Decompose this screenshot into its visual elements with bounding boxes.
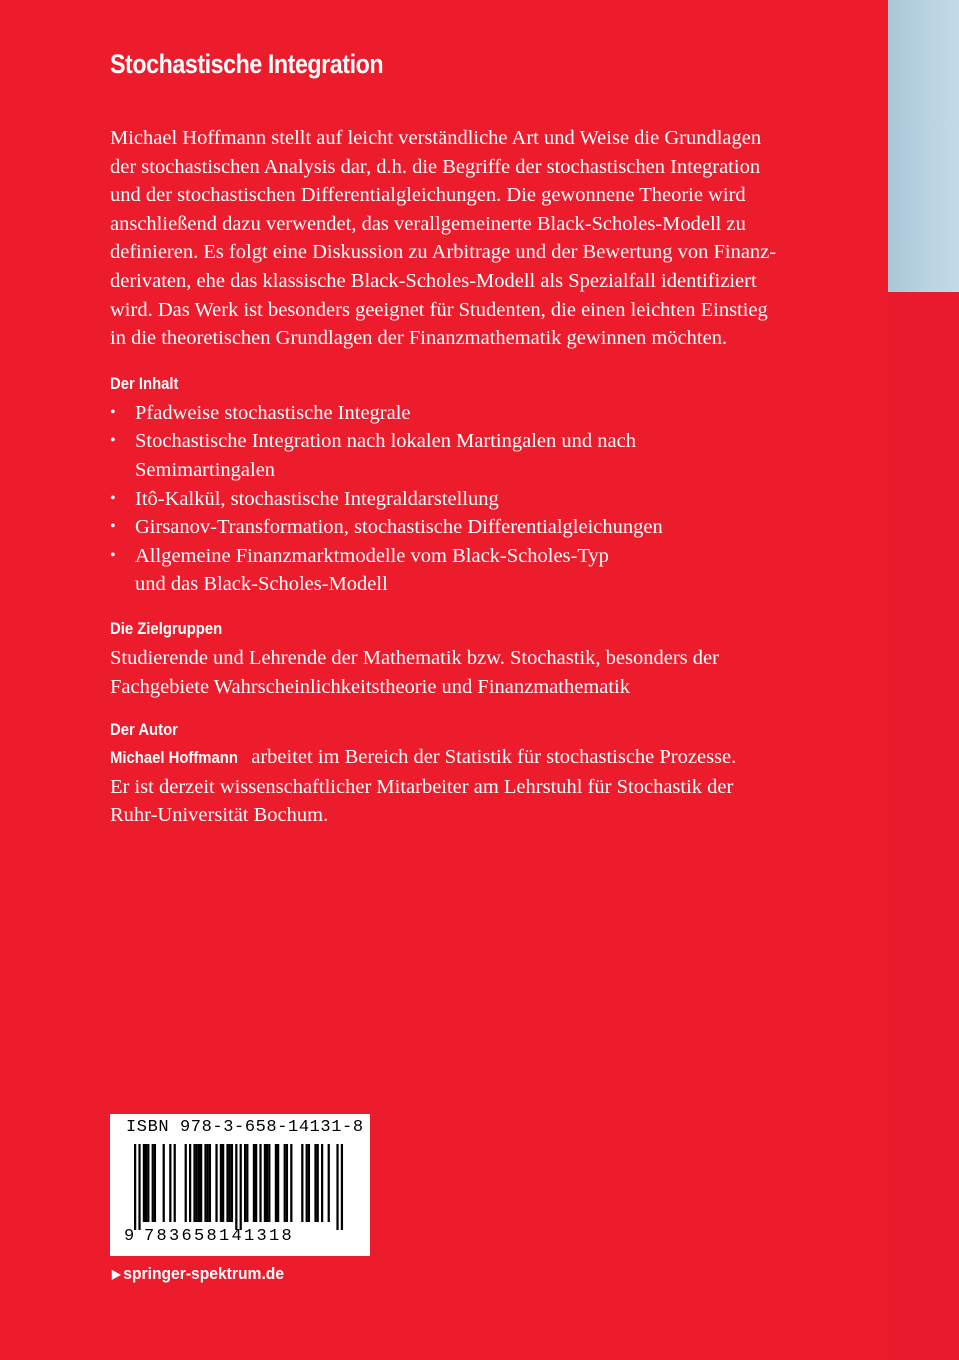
barcode (124, 1144, 352, 1230)
barcode-bar (268, 1144, 270, 1222)
barcode-bar (169, 1144, 171, 1222)
barcode-bar (215, 1144, 217, 1222)
target-groups-line: Studierende und Lehrende der Mathematik bzw. Stochastik, besonders der (110, 646, 719, 669)
barcode-bar (193, 1144, 195, 1222)
bullet-icon: • (110, 403, 116, 421)
barcode-bar (266, 1144, 268, 1222)
isbn-barcode-box (110, 1114, 370, 1256)
contents-item-text: Stochastische Integration nach lokalen Martingalen und nach (135, 430, 636, 453)
contents-item-text: Girsanov-Transformation, stochastische Differentialgleichungen (135, 516, 663, 539)
barcode-bar (244, 1144, 246, 1222)
author-bio-line: Ruhr-Universität Bochum. (110, 804, 329, 827)
publisher-link[interactable] (112, 1264, 284, 1284)
isbn-number: ISBN 978-3-658-14131-8 (126, 1118, 364, 1137)
description-line: definieren. Es folgt eine Diskussion zu Arbitrage und der Bewertung von Finanz- (110, 241, 777, 264)
author-bio-line: Er ist derzeit wissenschaftlicher Mitarbeiter am Lehrstuhl für Stochastik der (110, 775, 734, 798)
author-bio-first-line: arbeitet im Bereich der Statistik für stochastische Prozesse. (246, 746, 737, 769)
contents-item-text: Allgemeine Finanzmarktmodelle vom Black-Scholes-Typ (135, 544, 609, 567)
barcode-bar (207, 1144, 209, 1222)
barcode-bar (314, 1144, 316, 1222)
barcode-bar (189, 1144, 191, 1222)
barcode-bar (174, 1144, 176, 1222)
contents-item-text: Pfadweise stochastische Integrale (135, 401, 411, 424)
barcode-bar (240, 1144, 242, 1230)
barcode-bar (308, 1144, 310, 1222)
contents-item (110, 427, 832, 484)
barcode-bar (301, 1144, 303, 1222)
contents-heading: Der Inhalt (110, 374, 179, 393)
spine-color-strip (888, 0, 959, 292)
barcode-bar (220, 1144, 222, 1222)
author-heading: Der Autor (110, 721, 178, 740)
barcode-bar (277, 1144, 279, 1222)
contents-item (110, 399, 832, 428)
description-line: Michael Hoffmann stellt auf leicht verständliche Art und Weise die Grundlagen (110, 127, 762, 149)
barcode-bar (154, 1144, 156, 1222)
publisher-url: springer-spektrum.de (123, 1264, 285, 1283)
barcode-bar (284, 1144, 286, 1222)
barcode-bar (317, 1144, 319, 1222)
contents-item-text: Itô-Kalkül, stochastische Integraldarstellung (135, 487, 499, 510)
barcode-bar (209, 1144, 211, 1222)
barcode-bar (222, 1144, 224, 1222)
author-name: Michael Hoffmann (110, 749, 238, 768)
barcode-bar (145, 1144, 147, 1222)
description-line: wird. Das Werk ist besonders geeignet für Studenten, die einen leichten Einstieg (110, 298, 768, 321)
bullet-icon: • (110, 489, 116, 507)
barcode-bar (253, 1144, 255, 1222)
barcode-first-digit: 9 (124, 1227, 135, 1246)
bullet-icon: • (110, 518, 116, 536)
barcode-bar (264, 1144, 266, 1222)
description-line: derivaten, ehe das klassische Black-Scholes-Modell als Spezialfall identifiziert (110, 269, 757, 292)
contents-item (110, 513, 832, 542)
spine-edge (888, 292, 959, 1360)
barcode-bar (138, 1144, 140, 1230)
barcode-bar (200, 1144, 202, 1222)
barcode-bar (286, 1144, 288, 1222)
barcode-bar (290, 1144, 292, 1222)
barcode-bar (275, 1144, 277, 1222)
book-title: Stochastische Integration (110, 49, 384, 79)
description-line: und der stochastischen Differentialgleichungen. Die gewonnene Theorie wird (110, 184, 746, 207)
barcode-bar (235, 1144, 237, 1230)
contents-item-text: Semimartingalen (135, 458, 276, 481)
cover-content (110, 44, 832, 830)
barcode-bar (231, 1144, 233, 1222)
description-line: anschließend dazu verwendet, das verallgemeinerte Black-Scholes-Modell zu (110, 212, 746, 235)
contents-list (110, 399, 832, 599)
barcode-bar (143, 1144, 145, 1222)
barcode-bar (255, 1144, 257, 1222)
bullet-icon: • (110, 546, 116, 564)
barcode-digit-string: 783658141318 (144, 1227, 295, 1246)
barcode-bar (341, 1144, 343, 1230)
barcode-bar (198, 1144, 200, 1222)
target-groups-text (110, 644, 832, 701)
barcode-bar (163, 1144, 165, 1222)
barcode-bar (226, 1144, 228, 1222)
target-groups-line: Fachgebiete Wahrscheinlichkeitstheorie und Finanzmathematik (110, 675, 630, 698)
barcode-bar (328, 1144, 330, 1222)
bullet-icon: • (110, 432, 116, 450)
barcode-bar (152, 1144, 154, 1222)
contents-item-text: und das Black-Scholes-Modell (135, 573, 388, 596)
barcode-bar (321, 1144, 323, 1222)
barcode-bar (259, 1144, 261, 1222)
contents-item (110, 542, 832, 599)
barcode-bar (306, 1144, 308, 1222)
author-bio (110, 743, 832, 830)
description-line: der stochastischen Analysis dar, d.h. die Begriffe der stochastischen Integration (110, 155, 761, 178)
barcode-bar (246, 1144, 248, 1222)
description-line: in die theoretischen Grundlagen der Finanzmathematik gewinnen möchten. (110, 327, 728, 350)
barcode-bar (229, 1144, 231, 1222)
barcode-bar (336, 1144, 338, 1230)
contents-item (110, 485, 832, 514)
author-bio-line (110, 743, 832, 773)
barcode-bar (196, 1144, 198, 1222)
arrow-right-icon: ▶ (112, 1267, 121, 1281)
book-description (110, 124, 832, 353)
target-groups-heading: Die Zielgruppen (110, 619, 223, 638)
barcode-bar (147, 1144, 149, 1222)
barcode-bar (134, 1144, 136, 1230)
barcode-bar (204, 1144, 206, 1222)
barcode-bar (185, 1144, 187, 1222)
